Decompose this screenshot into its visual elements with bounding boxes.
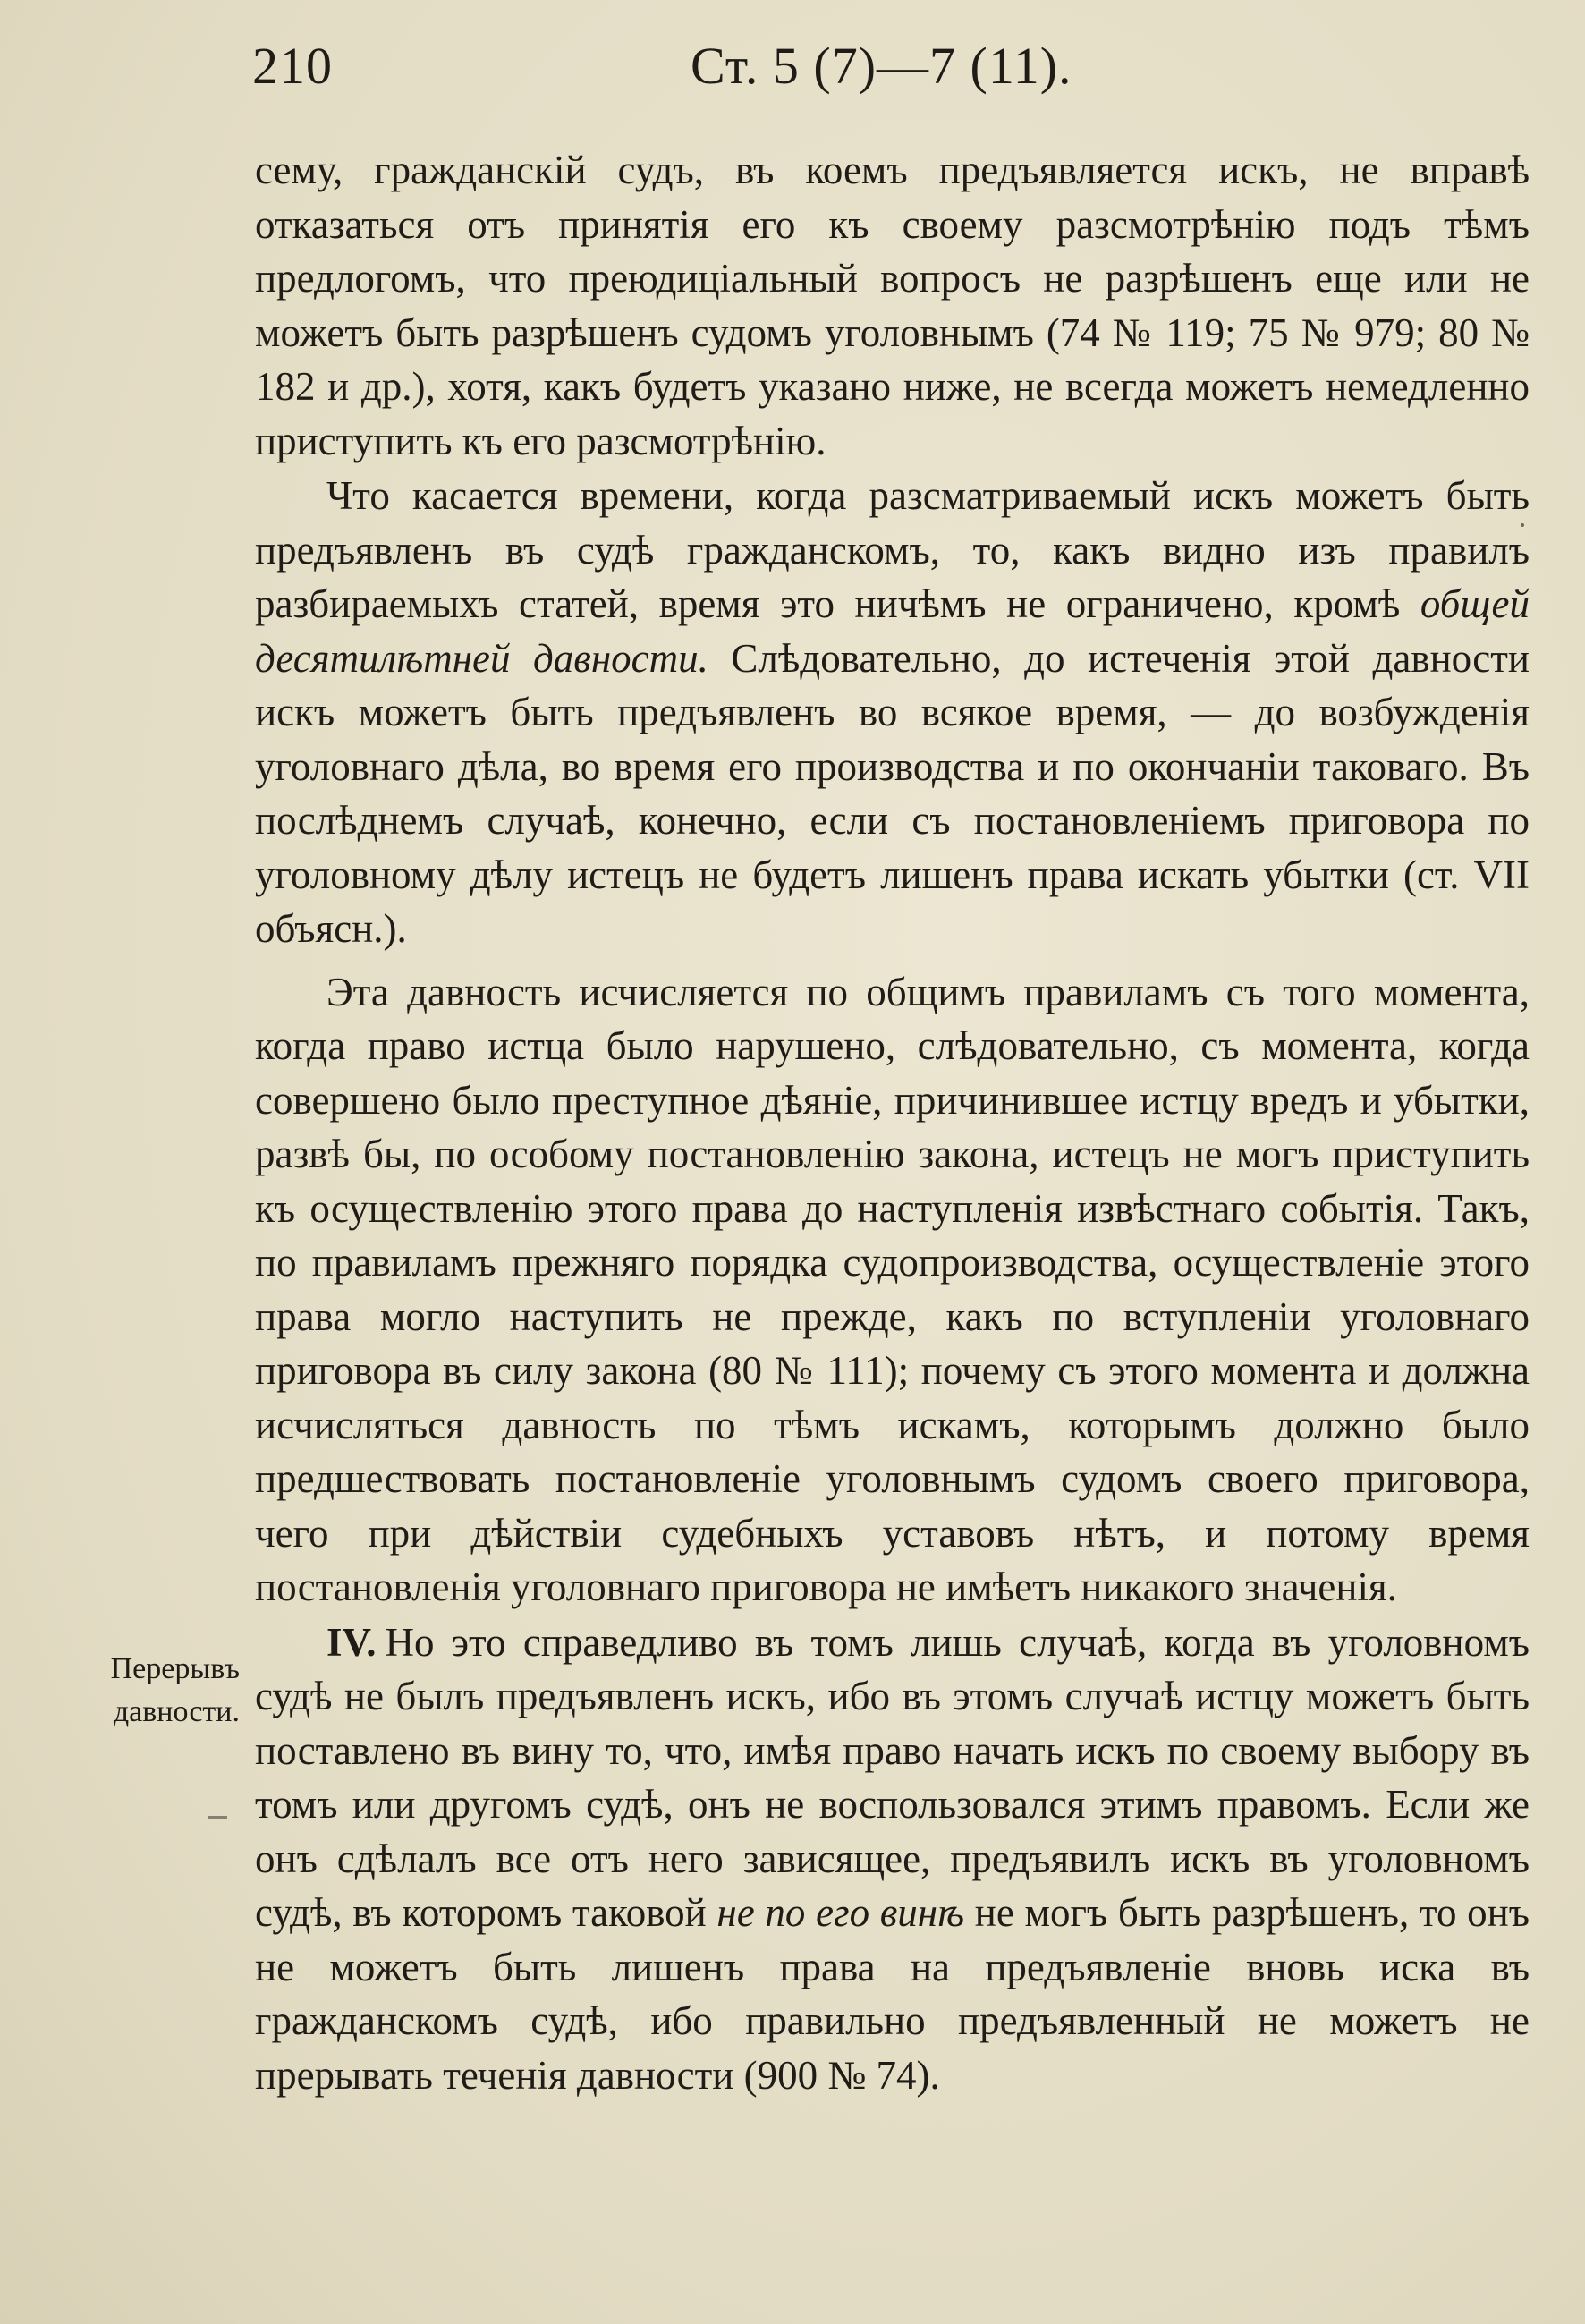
paragraph-text: Эта давность исчисляется по общимъ правиламъ съ того момента, когда право истца было нарушено, слѣдовательно, съ момента, когда совершено было преступное дѣяніе, причинившее истцу вредъ и убытки, развѣ бы, по особому постановленію закона, истецъ не могъ приступить къ осуществленію этого права до наступленія извѣстнаго событія. Такъ, по правиламъ прежняго порядка судопроизводства, осуществленіе этого права могло наступить не прежде, какъ по вступленіи уголовнаго приговора въ силу закона (80 № 111); почему съ этого момента и должна исчисляться давность по тѣмъ искамъ, которымъ должно было предшествовать постановленіе уголовнымъ судомъ своего приговора, чего при дѣйствіи судебныхъ уставовъ нѣтъ, и потому время постановленія уголовнаго приговора не имѣетъ никакого значенія. [255,969,1530,1609]
paragraph-continuation [255,143,1530,468]
margin-note [70,1648,240,1734]
page-header [252,25,1531,106]
paper-speck [1521,523,1524,527]
margin-dash-mark [208,1816,227,1819]
page-number: 210 [252,37,333,95]
section-number: IV. [326,1619,377,1665]
paragraph-section-iv [255,1616,1530,2103]
paragraph-text: Что касается времени, когда разсматриваемый искъ можетъ быть предъявленъ въ судѣ гражданскомъ, то, какъ видно изъ правилъ разбираемыхъ статей, время это ничѣмъ не ограничено, кромѣ [255,473,1530,626]
italic-phrase: не по его винѣ [716,1890,965,1935]
margin-note-line: Перерывъ [110,1652,240,1685]
paragraph-text: Но это справедливо въ томъ лишь случаѣ, когда въ уголовномъ судѣ не былъ предъявленъ искъ, ибо въ этомъ случаѣ истцу можетъ быть поставлено въ вину то, что, имѣя право начать искъ по своему выбору въ томъ или другомъ судѣ, онъ не воспользовался этимъ правомъ. Если же онъ сдѣлалъ все отъ него зависящее, предъявилъ искъ въ уголовномъ судѣ, въ которомъ таковой [255,1619,1530,1935]
margin-note-line: давности. [113,1695,240,1728]
paragraph-text: сему, гражданскій судъ, въ коемъ предъявляется искъ, не вправѣ отказаться отъ принятія его къ своему разсмотрѣнію подъ тѣмъ предлогомъ, что преюдиціальный вопросъ не разрѣшенъ еще или не можетъ быть разрѣшенъ судомъ уголовнымъ (74 № 119; 75 № 979; 80 № 182 и др.), хотя, какъ будетъ указано ниже, не всегда можетъ немедленно приступить къ его разсмотрѣнію. [255,148,1530,463]
paragraph-limitation-computation [255,965,1530,1615]
paragraph-text: Слѣдовательно, до истеченія этой давности искъ можетъ быть предъявленъ во всякое время, — до возбужденія уголовнаго дѣла, во время его производства и по окончаніи таковаго. Въ послѣднемъ случаѣ, конечно, если съ постановленіемъ приговора по уголовному дѣлу истецъ не будетъ лишенъ права искать убытки (ст. VII объясн.). [255,635,1530,951]
paragraph-time-of-claim [255,469,1530,956]
body-text [255,143,1530,2102]
running-head: Ст. 5 (7)—7 (11). [691,37,1072,95]
paragraph-text: не могъ быть разрѣшенъ, то онъ не можетъ быть лишенъ права на предъявленіе вновь иска въ гражданскомъ судѣ, ибо правильно предъявленный не можетъ не прерывать теченія давности (900 № 74). [255,1890,1530,2098]
italic-phrase: общей десятилѣтней давности. [255,581,1530,681]
